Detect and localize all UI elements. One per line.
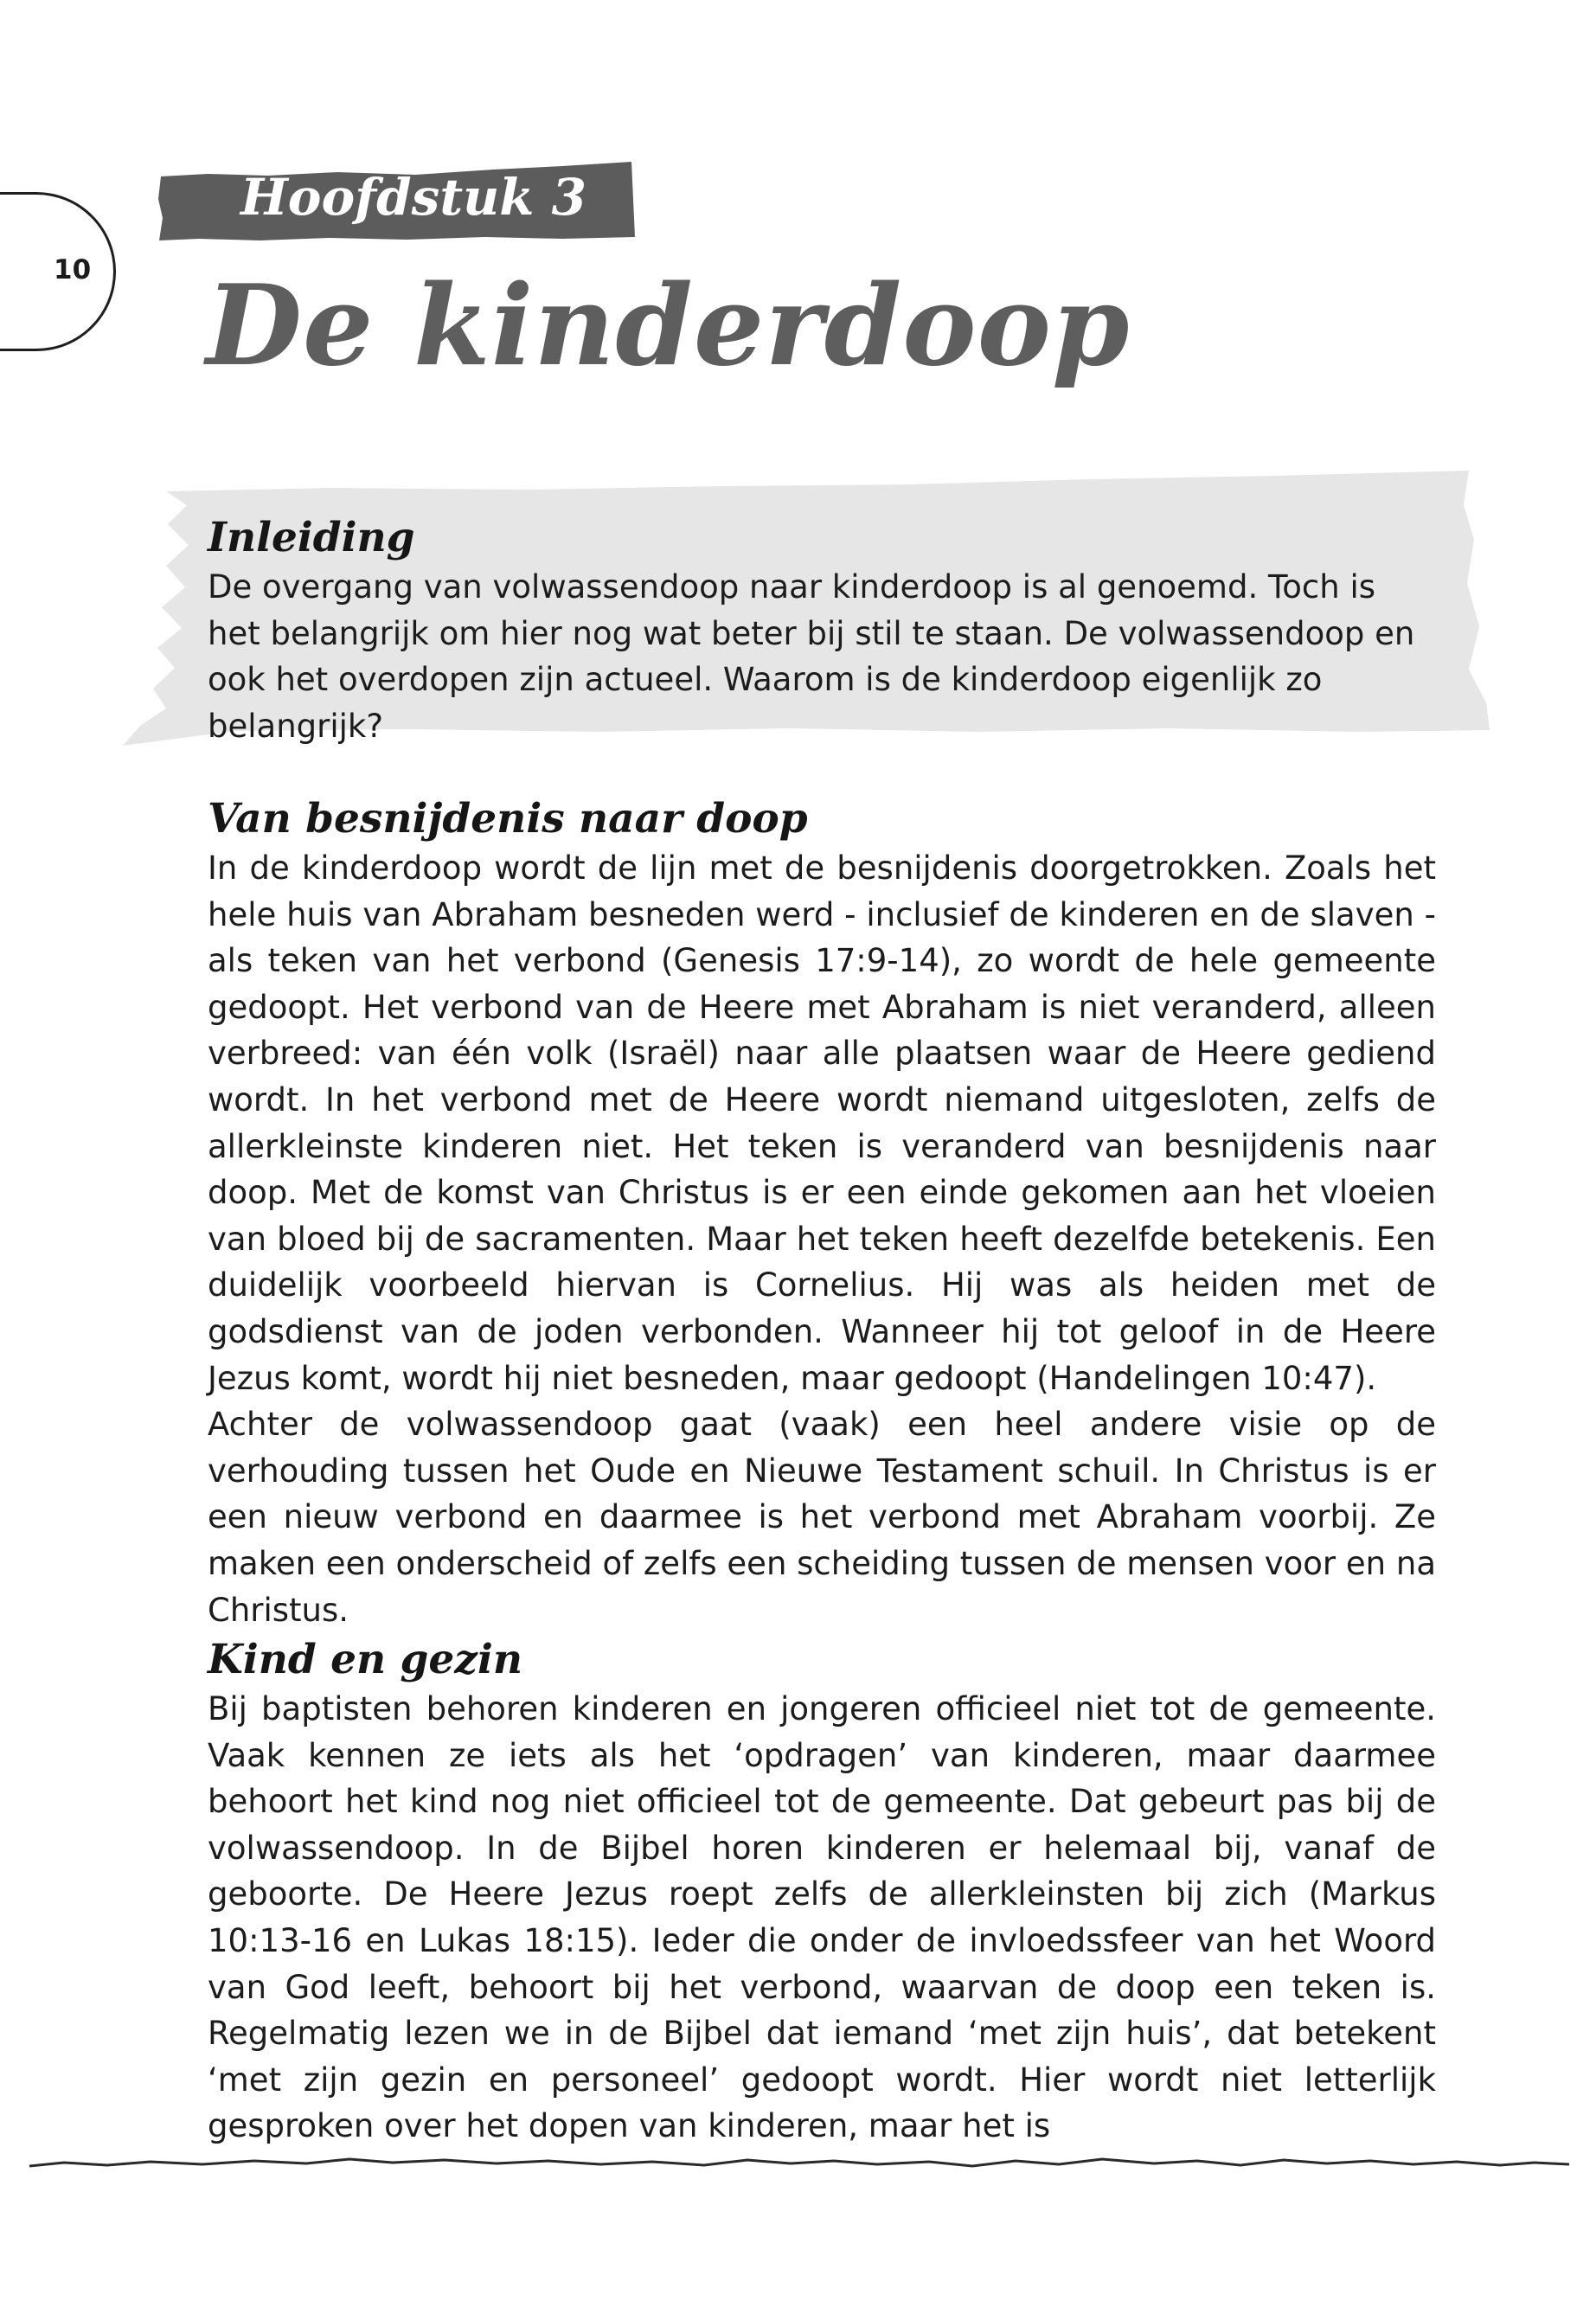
section-van-besnijdenis-naar-doop: [208, 793, 1436, 1633]
chapter-title: De kinderdoop: [206, 261, 1131, 391]
section-paragraph: Achter de volwassendoop gaat (vaak) een heel andere visie op de verhouding tussen het Oude en Nieuwe Testament schuil. In Christus is er een nieuw verbond en daarmee is het verbond met Abraham voorbij. Ze maken een onderscheid of zelfs een scheiding tussen de mensen voor en na Christus.: [208, 1406, 1436, 1629]
bottom-wavy-rule: [29, 2145, 1569, 2180]
section-inleiding: [208, 512, 1436, 749]
chapter-label: Hoofdstuk 3: [240, 168, 587, 227]
section-heading: Van besnijdenis naar doop: [208, 795, 808, 843]
section-paragraph: De overgang van volwassendoop naar kinderdoop is al genoemd. Toch is het belangrijk om hier nog wat beter bij stil te staan. De volwassendoop en ook het overdopen zijn actueel. Waarom is de kinderdoop eigenlijk zo belangrijk?: [208, 568, 1415, 745]
section-heading: Inleiding: [208, 514, 415, 561]
section-heading: Kind en gezin: [208, 1636, 523, 1683]
section-paragraph: In de kinderdoop wordt de lijn met de besnijdenis doorgetrokken. Zoals het hele huis van Abraham besneden werd - inclusief de kinderen en de slaven - als teken van het verbond (Genesis 17:9-14), zo wordt de hele gemeente gedoopt. Het verbond van de Heere met Abraham is niet veranderd, alleen verbreed: van één volk (Israël) naar alle plaatsen waar de Heere gediend wordt. In het verbond met de Heere wordt niemand uitgesloten, zelfs de allerkleinste kinderen niet. Het teken is veranderd van besnijdenis naar doop. Met de komst van Christus is er een einde gekomen aan het vloeien van bloed bij de sacramenten. Maar het teken heeft dezelfde betekenis. Een duidelijk voorbeeld hiervan is Cornelius. Hij was als heiden met de godsdienst van de joden verbonden. Wanneer hij tot geloof in de Heere Jezus komt, wordt hij niet besneden, maar gedoopt (Handelingen 10:47).: [208, 849, 1436, 1397]
page-number: 10: [54, 254, 92, 285]
section-paragraph: Bij baptisten behoren kinderen en jongeren officieel niet tot de gemeente. Vaak kennen ze iets als het ‘opdragen’ van kinderen, maar daarmee behoort het kind nog niet officieel tot de gemeente. Dat gebeurt pas bij de volwassendoop. In de Bijbel horen kinderen er helemaal bij, vanaf de geboorte. De Heere Jezus roept zelfs de allerkleinsten bij zich (Markus 10:13-16 en Lukas 18:15). Ieder die onder de invloedssfeer van het Woord van God leeft, behoort bij het verbond, waarvan de doop een teken is. Regelmatig lezen we in de Bijbel dat iemand ‘met zijn huis’, dat betekent ‘met zijn gezin en personeel’ gedoopt wordt. Hier wordt niet letterlijk gesproken over het dopen van kinderen, maar het is: [208, 1690, 1436, 2145]
section-kind-en-gezin: [208, 1634, 1436, 2150]
chapter-band: [156, 157, 640, 244]
